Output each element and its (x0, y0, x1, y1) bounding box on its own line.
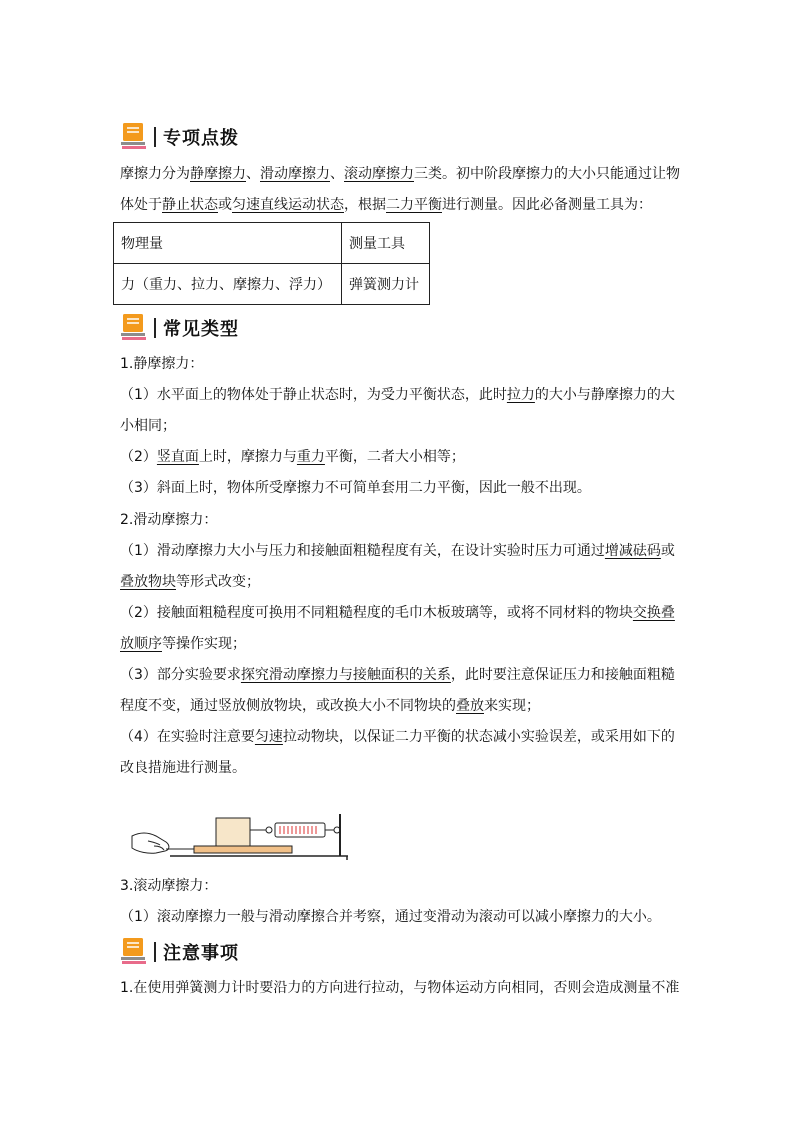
text: 程度不变，通过竖放侧放物块，或改换大小不同物块的 (120, 698, 456, 714)
section-divider (154, 942, 156, 962)
rolling-p1: （1）滚动摩擦力一般与滑动摩擦合并考察，通过变滑动为滚动可以减小摩擦力的大小。 (120, 909, 661, 925)
section-header-types (120, 313, 239, 343)
static-p1-line-2: 小相同； (120, 418, 176, 434)
text: ，此时要注意保证压力和接触面粗糙 (450, 667, 675, 683)
static-friction-heading: 1.静摩擦力： (120, 356, 204, 372)
sliding-p2-line-1 (120, 603, 675, 623)
key-term: 二力平衡 (386, 197, 442, 213)
table-header-cell: 测量工具 (342, 223, 430, 264)
key-term: 重力 (296, 449, 325, 465)
key-term: 放顺序 (120, 636, 162, 652)
intro-line-2 (120, 195, 652, 215)
section-divider (154, 318, 156, 338)
key-term: 叠放物块 (120, 574, 176, 590)
text: 等形式改变； (176, 574, 260, 590)
text: 体处于 (120, 197, 162, 213)
text: （4）在实验时注意要 (120, 729, 255, 745)
static-p3: （3）斜面上时，物体所受摩擦力不可简单套用二力平衡，因此一般不出现。 (120, 480, 591, 496)
tools-table (113, 222, 430, 305)
text: （1）水平面上的物体处于静止状态时，为受力平衡状态，此时 (120, 387, 507, 403)
section-header-tips (120, 122, 239, 152)
rolling-friction-heading: 3.滚动摩擦力： (120, 878, 218, 894)
section-title: 常见类型 (163, 319, 239, 340)
text: 来实现； (484, 698, 540, 714)
book-icon (120, 313, 148, 343)
text: 或 (660, 543, 675, 559)
notes-p1: 1.在使用弹簧测力计时要沿力的方向进行拉动，与物体运动方向相同，否则会造成测量不准 (120, 980, 680, 996)
table-header-cell: 物理量 (114, 223, 342, 264)
key-term: 交换叠 (632, 605, 675, 621)
key-term: 匀速 (254, 729, 283, 745)
text: 的大小与静摩擦力的大 (534, 387, 675, 403)
key-term: 匀速直线运动状态 (232, 197, 344, 213)
intro-line-1 (120, 164, 680, 184)
section-title: 注意事项 (163, 943, 239, 964)
text: 三类。初中阶段摩擦力的大小只能通过让物 (414, 166, 680, 182)
section-divider (154, 127, 156, 147)
text: 拉动物块，以保证二力平衡的状态减小实验误差，或采用如下的 (282, 729, 675, 745)
table-header-row (114, 223, 430, 264)
board (194, 846, 292, 853)
key-term: 滚动摩擦力 (344, 166, 414, 182)
text: （1）滑动摩擦力大小与压力和接触面粗糙程度有关，在设计实验时压力可通过 (120, 543, 605, 559)
book-icon (120, 937, 148, 967)
text: 、 (330, 166, 344, 182)
key-term: 叠放 (456, 698, 484, 714)
key-term: 静摩擦力 (190, 166, 246, 182)
experiment-diagram (130, 812, 352, 866)
static-p1-line-1 (120, 385, 675, 405)
table-cell: 弹簧测力计 (342, 264, 430, 305)
sliding-p1-line-1 (120, 541, 675, 561)
text: 、 (246, 166, 260, 182)
hand-illustration (132, 833, 169, 853)
text: 或 (218, 197, 232, 213)
key-term: 拉力 (506, 387, 535, 403)
static-p2 (120, 447, 465, 467)
table-row (114, 264, 430, 305)
spring-scale (275, 823, 340, 837)
sliding-p1-line-2 (120, 572, 260, 592)
text: （2） (120, 449, 157, 465)
key-term: 滑动摩擦力 (260, 166, 330, 182)
section-header-notes (120, 937, 239, 967)
text: ，根据 (344, 197, 386, 213)
sliding-p3-line-1 (120, 665, 675, 685)
key-term: 探究滑动摩擦力与接触面积的关系 (240, 667, 451, 683)
text: （3）部分实验要求 (120, 667, 241, 683)
text: 等操作实现； (162, 636, 246, 652)
text: 平衡，二者大小相等； (324, 449, 465, 465)
sliding-p2-line-2 (120, 634, 246, 654)
text: 上时，摩擦力与 (198, 449, 297, 465)
sliding-p3-line-2 (120, 696, 540, 716)
key-term: 静止状态 (162, 197, 218, 213)
key-term: 竖直面 (156, 449, 199, 465)
section-title: 专项点拨 (163, 128, 239, 149)
book-icon (120, 122, 148, 152)
table-cell: 力（重力、拉力、摩擦力、浮力） (114, 264, 342, 305)
sliding-friction-heading: 2.滑动摩擦力： (120, 512, 218, 528)
sliding-p4-line-1 (120, 727, 675, 747)
text: 摩擦力分为 (120, 166, 190, 182)
text: （2）接触面粗糙程度可换用不同粗糙程度的毛巾木板玻璃等，或将不同材料的物块 (120, 605, 633, 621)
key-term: 增减砝码 (604, 543, 661, 559)
text: 进行测量。因此必备测量工具为： (442, 197, 652, 213)
block (216, 818, 250, 846)
sliding-p4-line-2: 改良措施进行测量。 (120, 760, 246, 776)
